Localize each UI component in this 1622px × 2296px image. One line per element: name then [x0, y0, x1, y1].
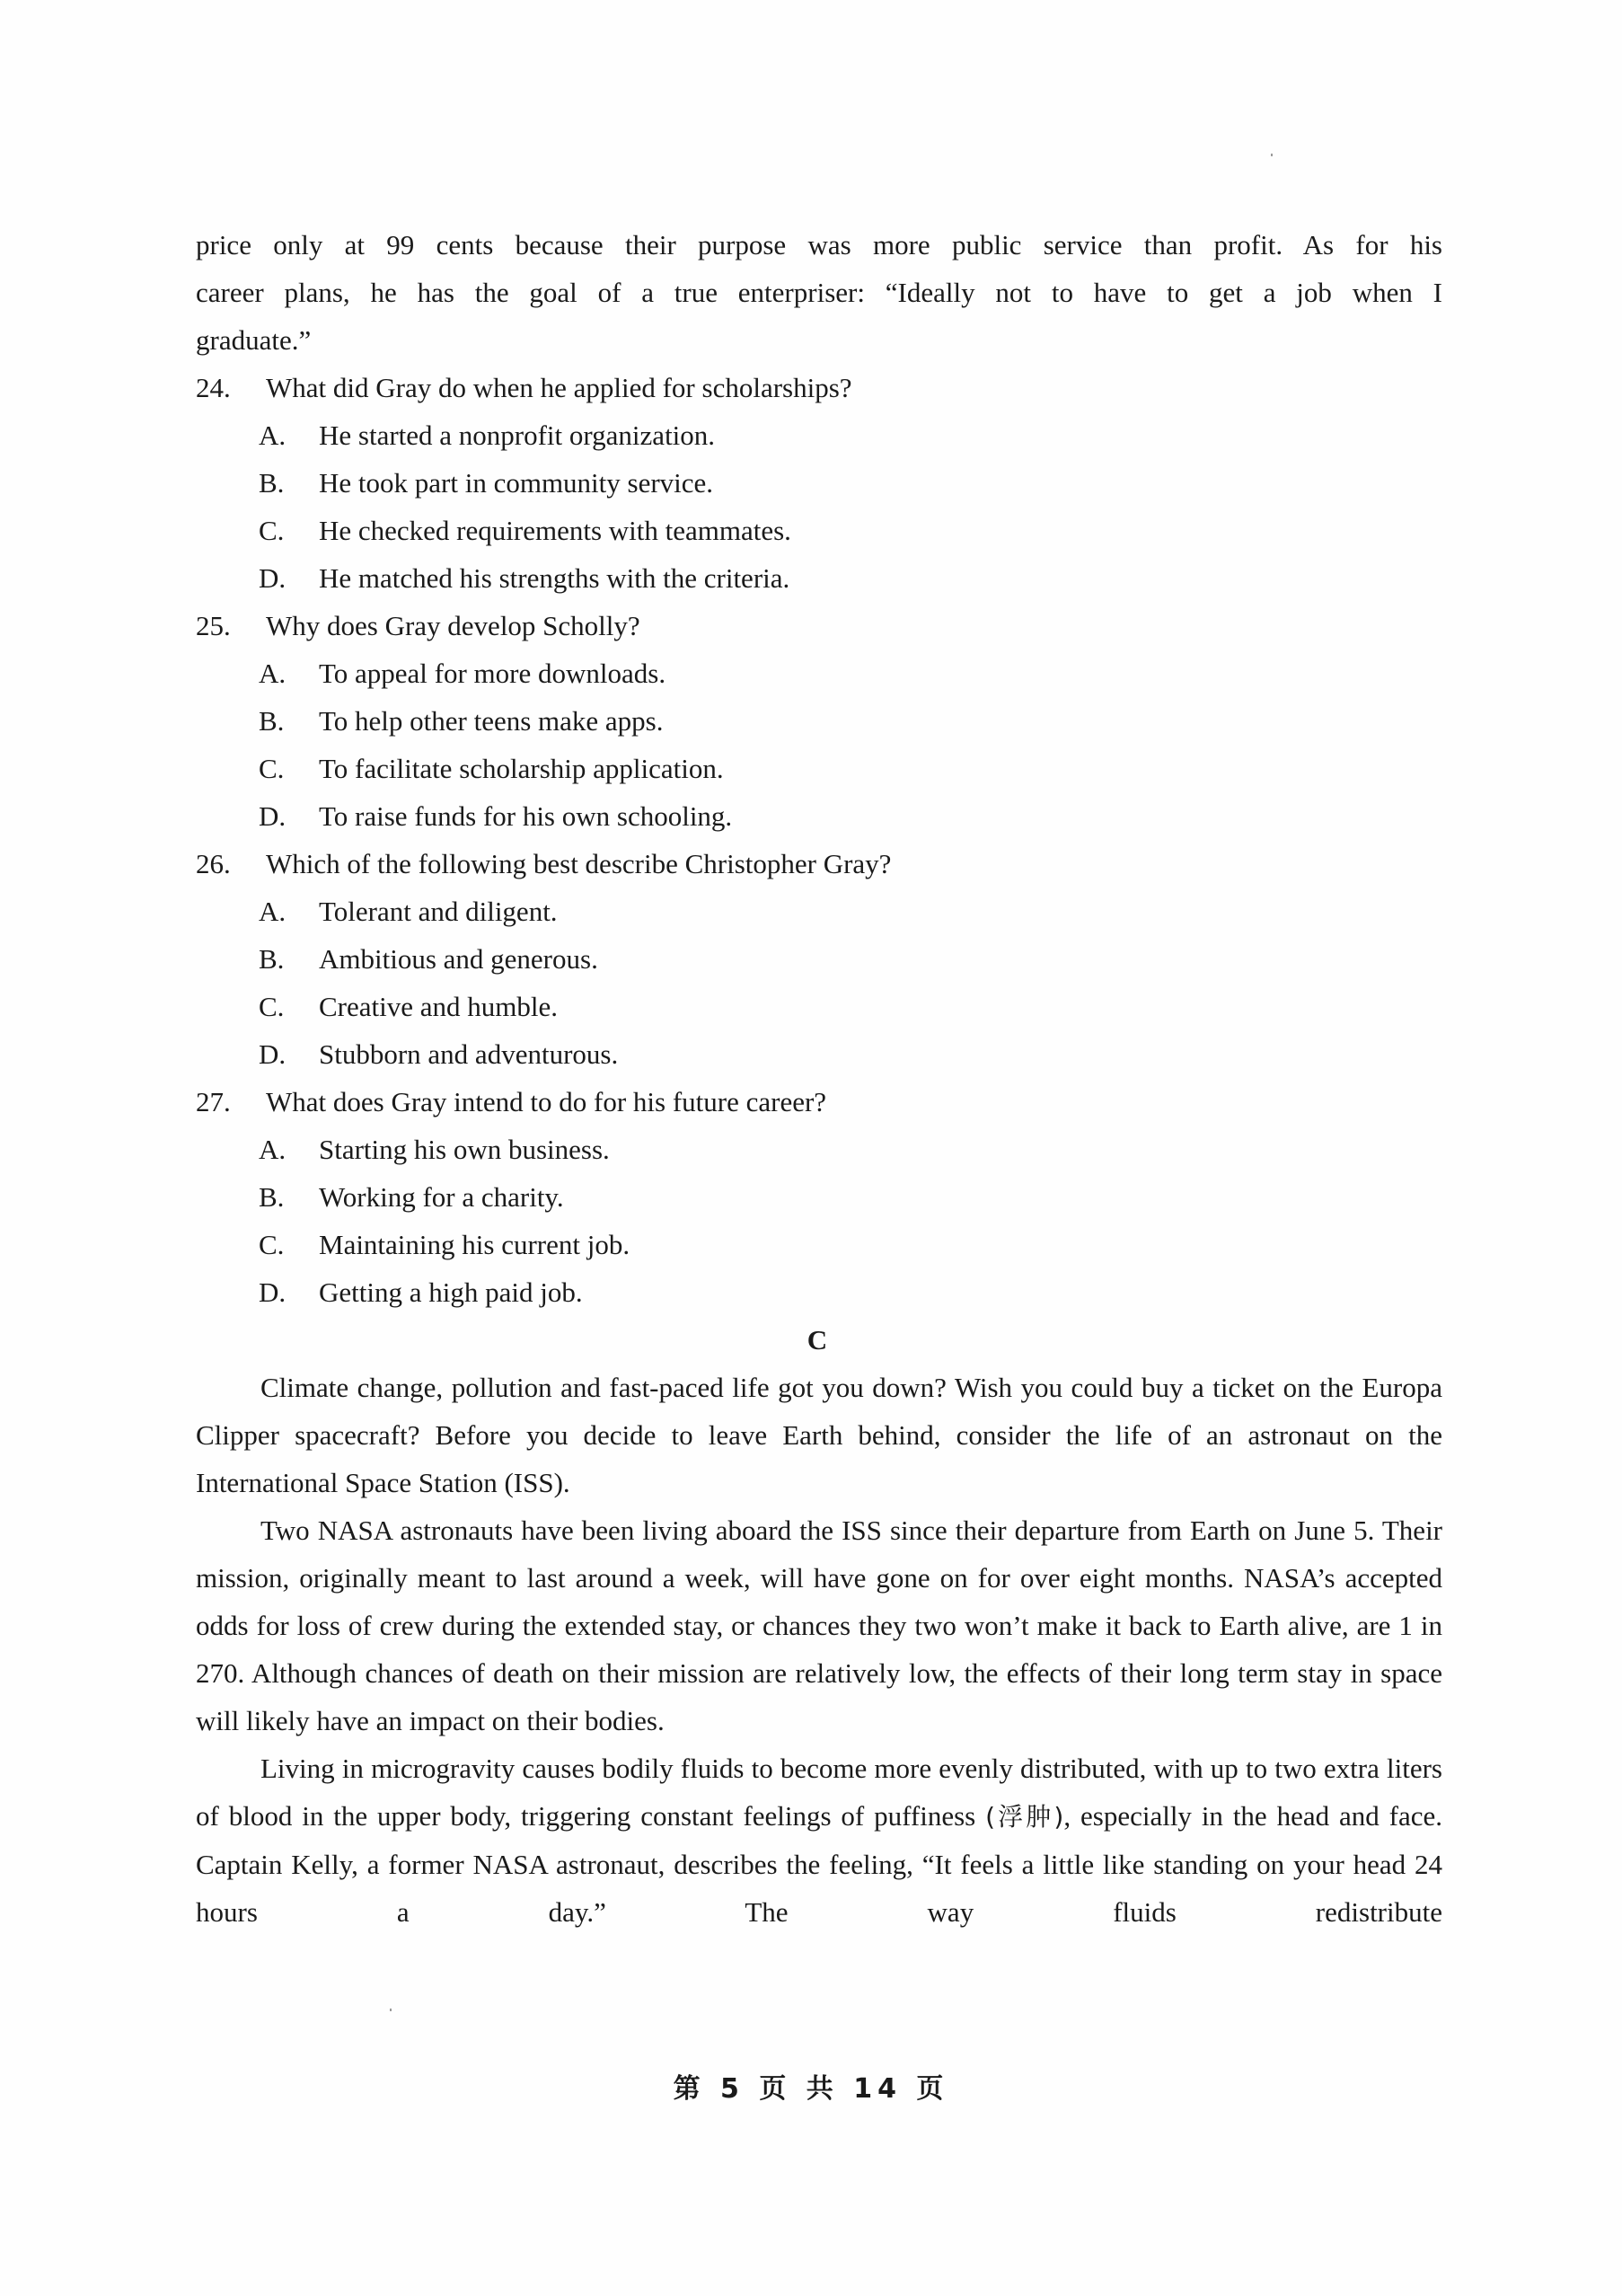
option-text: Working for a charity. [319, 1181, 564, 1213]
question-text: What did Gray do when he applied for scholarships? [266, 372, 852, 403]
option-text: He matched his strengths with the criteria. [319, 562, 790, 594]
option-letter: B. [259, 943, 285, 975]
option-text: Ambitious and generous. [319, 943, 598, 975]
option-text: To facilitate scholarship application. [319, 753, 724, 784]
option-d [259, 792, 1442, 840]
passage-paragraph: Two NASA astronauts have been living aboard the ISS since their departure from Earth on June 5. Their mission, originally meant to last around a week, will have gone on for over eight months. NASA’s accepted odds for loss of crew during the extended stay, or chances they two won’t make it back to Earth alive, are 1 in 270. Although chances of death on their mission are relatively low, the effects of their long term stay in space will likely have an impact on their bodies. [196, 1514, 1442, 1736]
paragraph-text: , especially in the head and face. Captain Kelly, a former NASA astronaut, describes the feeling, “It feels a little like standing on your head 24 hours a day.” The way fluids redistribute [196, 1800, 1442, 1928]
question-stem [196, 1078, 1442, 1126]
option-text: He started a nonprofit organization. [319, 419, 716, 451]
question-number: 24. [196, 372, 231, 403]
option-text: To help other teens make apps. [319, 705, 664, 737]
option-a [259, 411, 1442, 459]
option-letter: B. [259, 467, 285, 499]
question-text: What does Gray intend to do for his future career? [266, 1086, 827, 1117]
option-text: Stubborn and adventurous. [319, 1038, 619, 1070]
page-footer [0, 2066, 1622, 2106]
option-c [259, 983, 1442, 1030]
option-d [259, 1268, 1442, 1316]
option-a [259, 1126, 1442, 1173]
option-text: Tolerant and diligent. [319, 896, 558, 927]
question-text: Why does Gray develop Scholly? [266, 610, 640, 641]
question-24 [196, 364, 1442, 602]
question-number: 26. [196, 848, 231, 879]
option-text: To raise funds for his own schooling. [319, 800, 733, 832]
question-stem [196, 840, 1442, 887]
option-b [259, 1173, 1442, 1221]
option-letter: B. [259, 705, 285, 737]
paragraph-text: Living in microgravity causes bodily fluids to become more evenly distributed, with up to two extra liters of blood in the upper body, triggering constant feelings of puffiness [196, 1753, 1442, 1832]
scan-speck [390, 2009, 392, 2011]
option-text: Creative and humble. [319, 991, 558, 1022]
continuation-paragraph [196, 221, 1442, 364]
question-stem [196, 602, 1442, 649]
paragraph-line: career plans, he has the goal of a true enterpriser: “Ideally not to have to get a job when I [196, 277, 1442, 308]
option-b [259, 935, 1442, 983]
question-text: Which of the following best describe Christopher Gray? [266, 848, 892, 879]
question-number: 25. [196, 610, 231, 641]
paragraph-line: price only at 99 cents because their purpose was more public service than profit. As for his [196, 229, 1442, 261]
option-letter: C. [259, 753, 285, 784]
option-letter: D. [259, 1038, 286, 1070]
chinese-gloss: (浮肿) [985, 1802, 1064, 1832]
option-letter: D. [259, 800, 286, 832]
page-number-label: 第 5 页 共 14 页 [673, 2073, 949, 2105]
option-a [259, 887, 1442, 935]
question-number: 27. [196, 1086, 231, 1117]
option-letter: C. [259, 991, 285, 1022]
option-b [259, 459, 1442, 507]
option-letter: A. [259, 896, 286, 927]
question-27 [196, 1078, 1442, 1316]
option-letter: C. [259, 1229, 285, 1260]
option-text: He checked requirements with teammates. [319, 515, 791, 546]
passage-paragraph: Climate change, pollution and fast-paced life got you down? Wish you could buy a ticket on the Europa Clipper spacecraft? Before you decide to leave Earth behind, consider the life of an astronaut on the International Space Station (ISS). [196, 1372, 1442, 1498]
question-25 [196, 602, 1442, 840]
passage-paragraph [196, 1744, 1442, 1936]
scan-speck [1271, 154, 1273, 156]
option-c [259, 507, 1442, 554]
question-26 [196, 840, 1442, 1078]
option-text: Starting his own business. [319, 1134, 610, 1165]
option-letter: A. [259, 658, 286, 689]
option-c [259, 745, 1442, 792]
option-c [259, 1221, 1442, 1268]
option-text: He took part in community service. [319, 467, 714, 499]
option-letter: C. [259, 515, 285, 546]
option-d [259, 1030, 1442, 1078]
option-text: Maintaining his current job. [319, 1229, 630, 1260]
option-a [259, 649, 1442, 697]
option-letter: D. [259, 562, 286, 594]
option-text: To appeal for more downloads. [319, 658, 666, 689]
question-stem [196, 364, 1442, 411]
option-letter: A. [259, 419, 286, 451]
page-content [196, 221, 1442, 1936]
option-letter: D. [259, 1276, 286, 1308]
option-letter: B. [259, 1181, 285, 1213]
paragraph-line: graduate.” [196, 324, 312, 356]
section-heading: C [807, 1324, 828, 1356]
option-letter: A. [259, 1134, 286, 1165]
option-b [259, 697, 1442, 745]
option-text: Getting a high paid job. [319, 1276, 583, 1308]
option-d [259, 554, 1442, 602]
